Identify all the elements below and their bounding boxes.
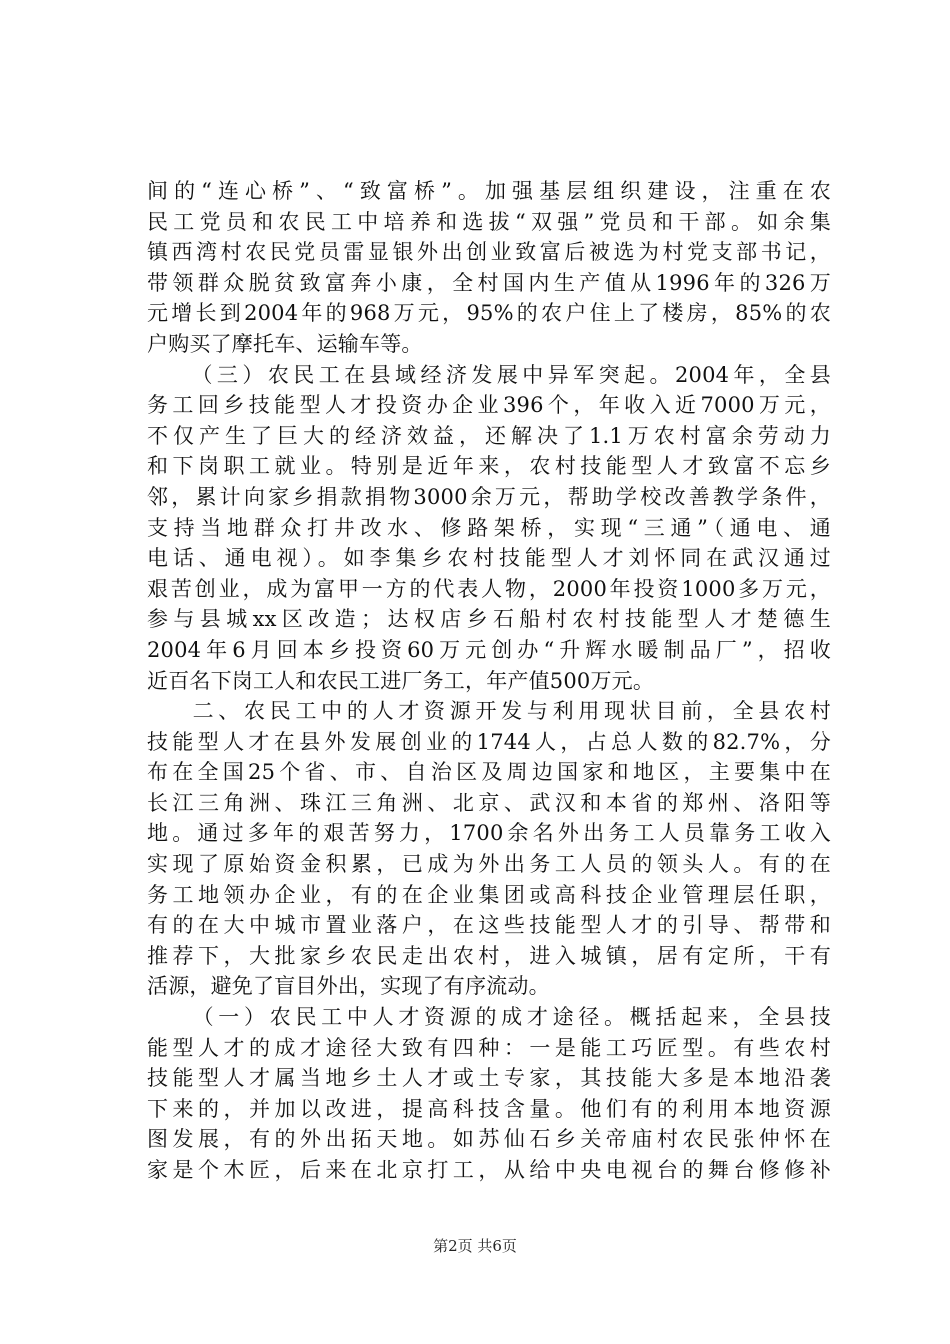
text-line: 有的在大中城市置业落户，在这些技能型人才的引导、帮带和 (147, 913, 831, 938)
text-line: 和下岗职工就业。特别是近年来，农村技能型人才致富不忘乡 (147, 454, 831, 479)
text-line: 参与县城xx区改造；达权店乡石船村农村技能型人才楚德生 (147, 607, 831, 632)
text-line: 活源，避免了盲目外出，实现了有序流动。 (147, 974, 550, 999)
text-line: 镇西湾村农民党员雷显银外出创业致富后被选为村党支部书记， (147, 240, 831, 265)
text-line: 务工回乡技能型人才投资办企业396个，年收入近7000万元， (147, 393, 831, 418)
text-line: 近百名下岗工人和农民工进厂务工，年产值500万元。 (147, 668, 655, 693)
document-body (147, 176, 831, 1186)
text-line: 艰苦创业，成为富甲一方的代表人物，2000年投资1000多万元， (147, 576, 831, 601)
text-line: 邻，累计向家乡捐款捐物3000余万元，帮助学校改善教学条件， (147, 484, 831, 509)
text-line: 民工党员和农民工中培养和选拔“双强”党员和干部。如余集 (147, 209, 831, 234)
text-line: 元增长到2004年的968万元，95%的农户住上了楼房，85%的农 (147, 301, 831, 326)
text-line: 二、农民工中的人才资源开发与利用现状目前，全县农村 (147, 699, 831, 724)
text-line: 推荐下，大批家乡农民走出农村，进入城镇，居有定所，干有 (147, 943, 831, 968)
text-line: 实现了原始资金积累，已成为外出务工人员的领头人。有的在 (147, 852, 831, 877)
text-line: 技能型人才在县外发展创业的1744人，占总人数的82.7%，分 (147, 729, 831, 754)
text-line: 下来的，并加以改进，提高科技含量。他们有的利用本地资源 (147, 1096, 831, 1121)
text-line: 图发展，有的外出拓天地。如苏仙石乡关帝庙村农民张仲怀在 (147, 1127, 831, 1152)
text-line: 支持当地群众打井改水、修路架桥，实现“三通”（通电、通 (147, 515, 831, 540)
text-line: 户购买了摩托车、运输车等。 (147, 331, 423, 356)
text-line: （三）农民工在县域经济发展中异军突起。2004年，全县 (147, 362, 831, 387)
text-line: 电话、通电视）。如李集乡农村技能型人才刘怀同在武汉通过 (147, 546, 831, 571)
text-line: 布在全国25个省、市、自治区及周边国家和地区，主要集中在 (147, 760, 831, 785)
text-line: 2004年6月回本乡投资60万元创办“升辉水暖制品厂”，招收 (147, 637, 831, 662)
page-footer: 第2页 共6页 (433, 1237, 517, 1255)
text-line: 间的“连心桥”、“致富桥”。加强基层组织建设，注重在农 (147, 179, 831, 203)
text-line: 带领群众脱贫致富奔小康，全村国内生产值从1996年的326万 (147, 270, 831, 295)
text-line: 地。通过多年的艰苦努力，1700余名外出务工人员靠务工收入 (147, 821, 831, 846)
text-line: （一）农民工中人才资源的成才途径。概括起来，全县技 (147, 1005, 831, 1030)
text-line: 务工地领办企业，有的在企业集团或高科技企业管理层任职， (147, 882, 831, 907)
text-line: 不仅产生了巨大的经济效益，还解决了1.1万农村富余劳动力 (147, 423, 831, 448)
text-line: 能型人才的成才途径大致有四种：一是能工巧匠型。有些农村 (147, 1035, 831, 1060)
text-line: 长江三角洲、珠江三角洲、北京、武汉和本省的郑州、洛阳等 (147, 790, 831, 815)
text-line: 技能型人才属当地乡土人才或土专家，其技能大多是本地沿袭 (147, 1066, 831, 1091)
text-line: 家是个木匠，后来在北京打工，从给中央电视台的舞台修修补 (147, 1158, 831, 1182)
